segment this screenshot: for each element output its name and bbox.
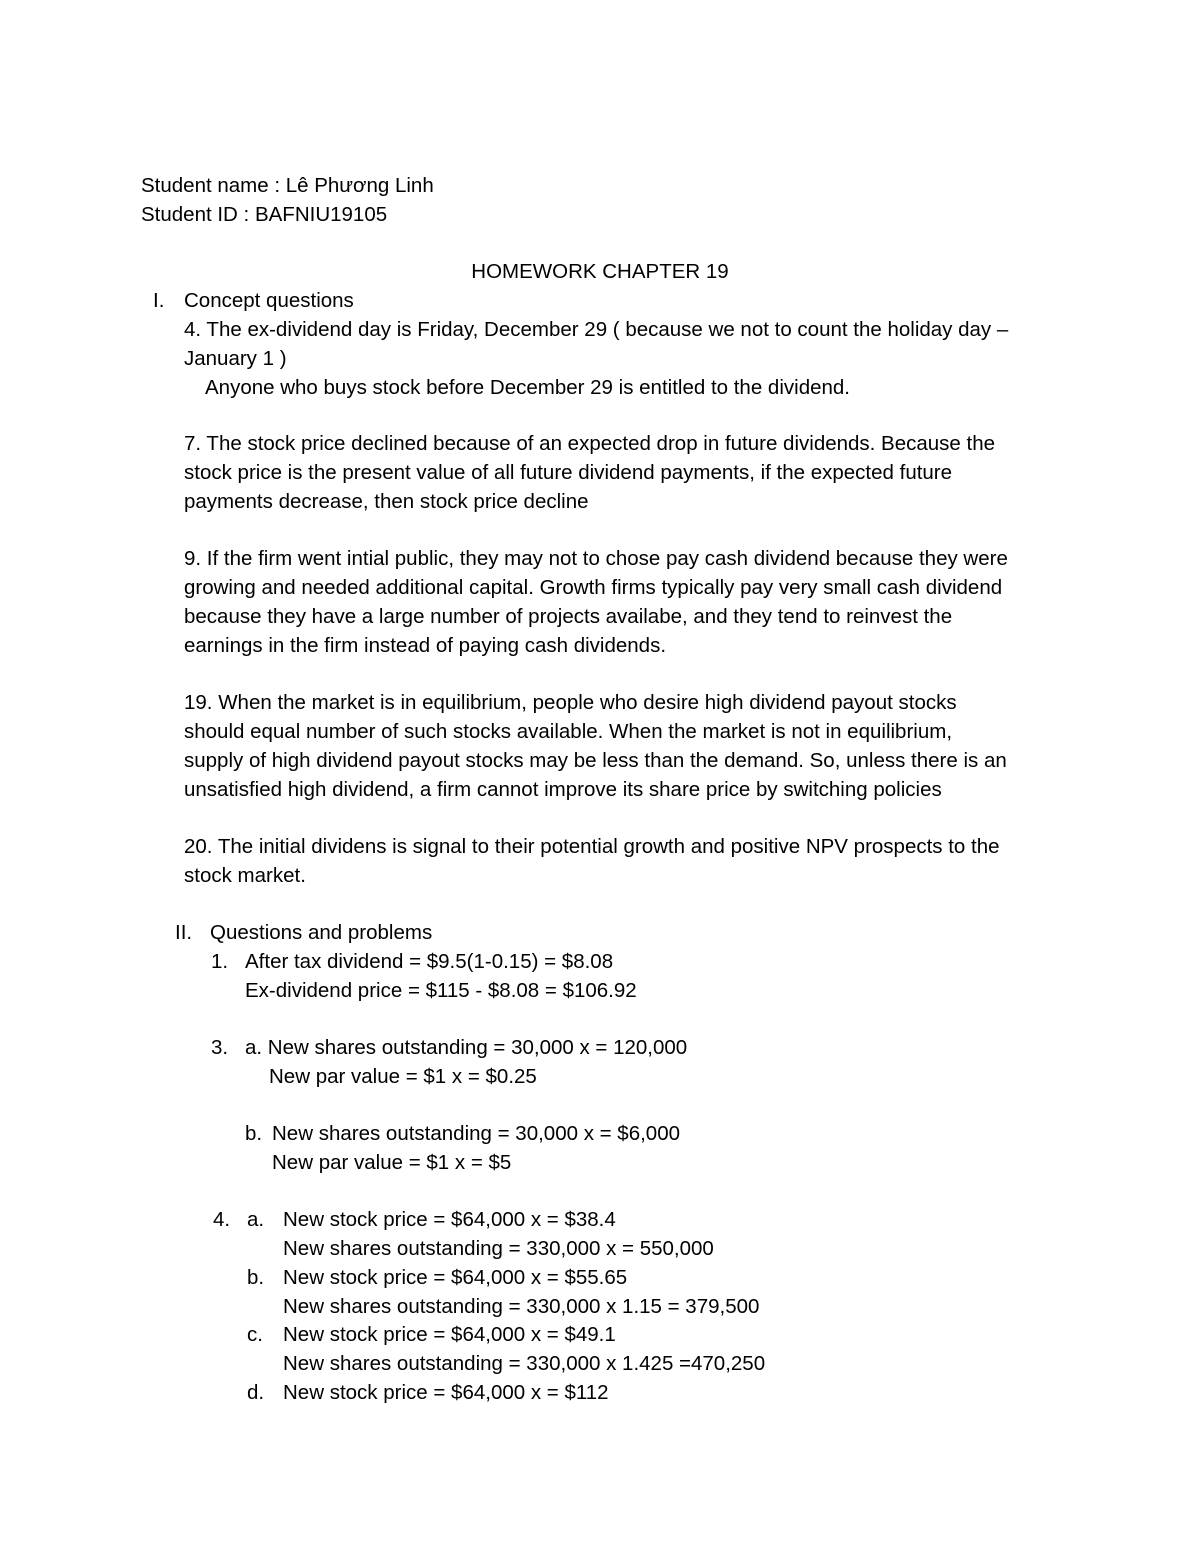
problem-4c-line: New stock price = $64,000 x = $49.1: [283, 1323, 616, 1346]
q9-line: 9. If the firm went intial public, they may not to chose pay cash dividend because they were: [184, 547, 1008, 570]
section-2-heading: Questions and problems: [210, 921, 433, 944]
problem-4a-line: New stock price = $64,000 x = $38.4: [283, 1208, 616, 1231]
section-1-heading: Concept questions: [184, 289, 354, 312]
problem-1-number: 1.: [211, 950, 229, 973]
problem-1-line: Ex-dividend price = $115 - $8.08 = $106.92: [245, 979, 637, 1002]
problem-4b-line: New shares outstanding = 330,000 x 1.15 = 379,500: [283, 1295, 760, 1318]
problem-3a-line: New par value = $1 x = $0.25: [269, 1065, 537, 1088]
problem-4a-line: New shares outstanding = 330,000 x = 550,000: [283, 1237, 714, 1260]
problem-3a-line: a. New shares outstanding = 30,000 x = 120,000: [245, 1036, 688, 1059]
student-id: Student ID : BAFNIU19105: [141, 203, 388, 226]
q4-line: 4. The ex-dividend day is Friday, December 29 ( because we not to count the holiday day –: [184, 318, 1009, 341]
q9-line: growing and needed additional capital. Growth firms typically pay very small cash dividend: [184, 576, 1003, 599]
problem-4c-label: c.: [247, 1323, 263, 1346]
problem-4c-line: New shares outstanding = 330,000 x 1.425 =470,250: [283, 1352, 766, 1375]
problem-3b-line: New par value = $1 x = $5: [272, 1151, 512, 1174]
q7-line: stock price is the present value of all future dividend payments, if the expected future: [184, 461, 953, 484]
section-2-numeral: II.: [175, 921, 193, 944]
q4-line: January 1 ): [184, 347, 287, 370]
q19-line: should equal number of such stocks available. When the market is not in equilibrium,: [184, 720, 953, 743]
problem-3-number: 3.: [211, 1036, 229, 1059]
problem-3b-line: New shares outstanding = 30,000 x = $6,000: [272, 1122, 681, 1145]
q7-line: 7. The stock price declined because of an expected drop in future dividends. Because the: [184, 432, 996, 455]
problem-3b-label: b.: [245, 1122, 263, 1145]
q7-line: payments decrease, then stock price decline: [184, 490, 589, 513]
student-name: Student name : Lê Phương Linh: [141, 174, 434, 197]
q20-line: 20. The initial dividens is signal to their potential growth and positive NPV prospects to the: [184, 835, 1000, 858]
problem-4d-label: d.: [247, 1381, 265, 1404]
q4-line: Anyone who buys stock before December 29 is entitled to the dividend.: [205, 376, 850, 399]
problem-4-number: 4.: [213, 1208, 231, 1231]
q19-line: unsatisfied high dividend, a firm cannot improve its share price by switching policies: [184, 778, 942, 801]
q20-line: stock market.: [184, 864, 306, 887]
problem-4a-label: a.: [247, 1208, 265, 1231]
problem-4b-label: b.: [247, 1266, 265, 1289]
problem-4d-line: New stock price = $64,000 x = $112: [283, 1381, 609, 1404]
section-1-numeral: I.: [153, 289, 165, 312]
page-title: HOMEWORK CHAPTER 19: [471, 260, 729, 283]
problem-1-line: After tax dividend = $9.5(1-0.15) = $8.08: [245, 950, 614, 973]
q9-line: because they have a large number of projects availabe, and they tend to reinvest the: [184, 605, 953, 628]
q19-line: 19. When the market is in equilibrium, people who desire high dividend payout stocks: [184, 691, 957, 714]
problem-4b-line: New stock price = $64,000 x = $55.65: [283, 1266, 628, 1289]
q19-line: supply of high dividend payout stocks may be less than the demand. So, unless there is an: [184, 749, 1007, 772]
q9-line: earnings in the firm instead of paying cash dividends.: [184, 634, 667, 657]
